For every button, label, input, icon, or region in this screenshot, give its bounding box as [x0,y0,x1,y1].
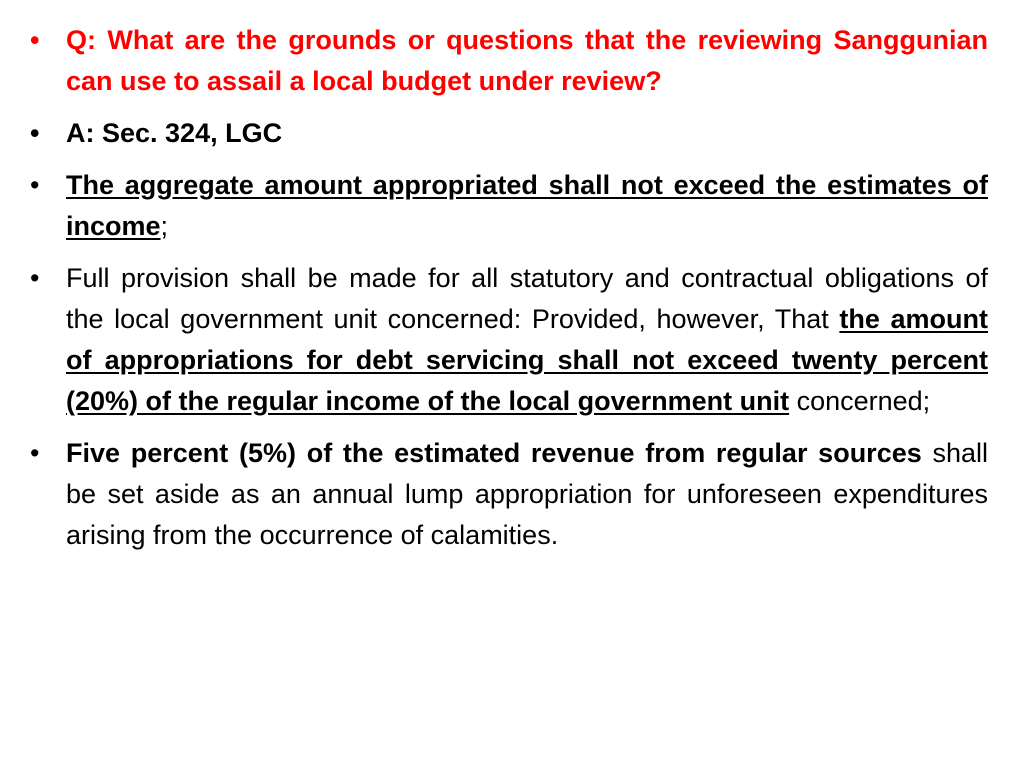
bullet-dot: • [30,438,40,468]
question-text: Q: What are the grounds or questions that the reviewing Sanggunian can use to assail a local budget under review? [66,25,988,96]
calamity-rule-emphasis: Five percent (5%) of the estimated revenue from regular sources [66,438,922,468]
aggregate-rule-tail: ; [160,211,169,241]
bullet-debt-servicing-rule [30,258,988,422]
bullet-dot: • [30,25,40,55]
bullet-question [30,20,988,102]
bullet-dot: • [30,263,40,293]
bullet-dot: • [30,170,40,200]
bullet-dot: • [30,118,40,148]
calamity-rule-tail: shall be set aside as an annual lump appropriation for unforeseen expenditures arising from the occurrence of calamities. [66,438,989,550]
bullet-aggregate-rule [30,165,988,247]
debt-rule-emphasis: the amount of appropriations for debt servicing shall not exceed twenty percent (20%) of the regular income of the local government unit [66,304,989,416]
debt-rule-tail: concerned; [789,386,931,416]
bullet-answer [30,113,988,154]
answer-text: A: Sec. 324, LGC [66,118,283,148]
bullet-list [30,20,988,556]
aggregate-rule-emphasis: The aggregate amount appropriated shall not exceed the estimates of income [66,170,988,241]
debt-rule-lead: Full provision shall be made for all statutory and contractual obligations of the local government unit concerned: Provided, however, That [66,263,988,334]
bullet-calamity-fund-rule [30,433,988,556]
